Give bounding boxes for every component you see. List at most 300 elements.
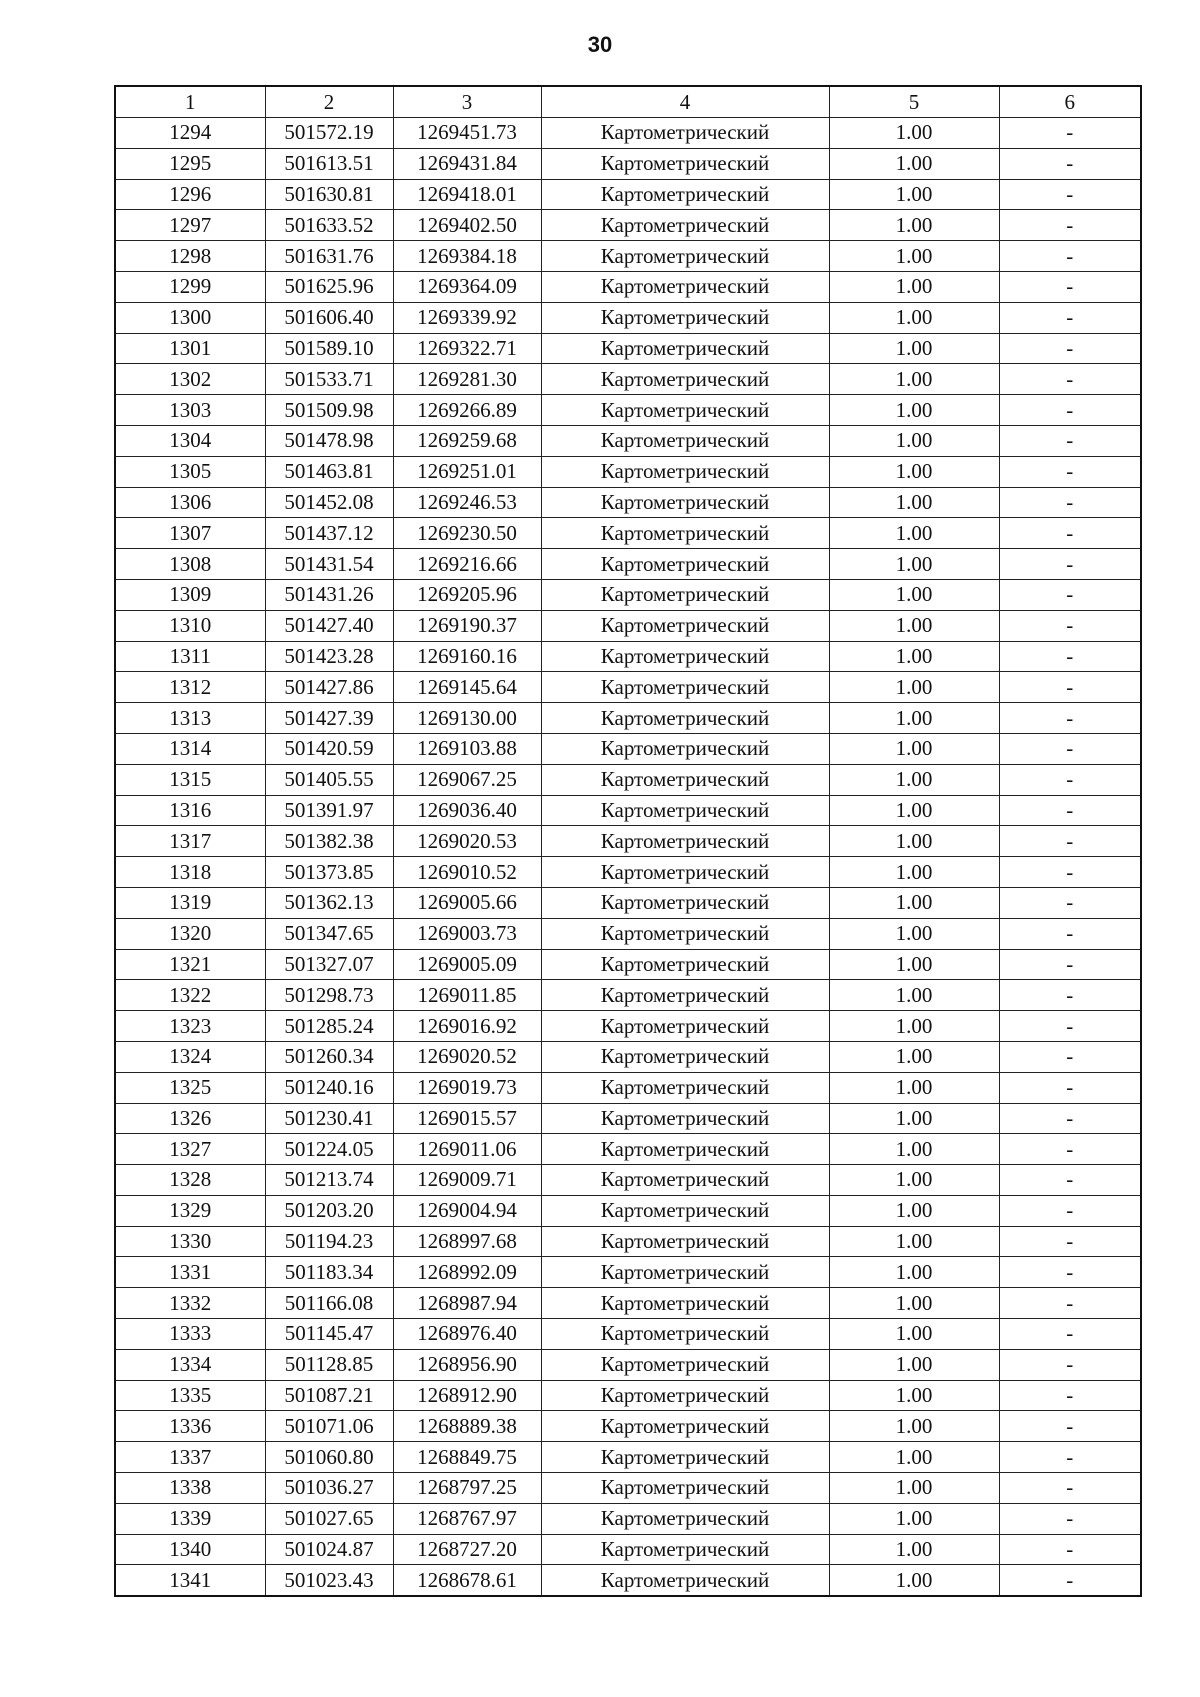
x-coordinate-cell: 501630.81 xyxy=(265,179,393,210)
description-cell: - xyxy=(999,857,1141,888)
description-cell: - xyxy=(999,425,1141,456)
accuracy-cell: 1.00 xyxy=(829,764,999,795)
x-coordinate-cell: 501463.81 xyxy=(265,456,393,487)
method-cell: Картометрический xyxy=(541,918,829,949)
y-coordinate-cell: 1268767.97 xyxy=(393,1503,541,1534)
y-coordinate-cell: 1269418.01 xyxy=(393,179,541,210)
table-row xyxy=(115,1349,1141,1380)
accuracy-cell: 1.00 xyxy=(829,395,999,426)
accuracy-cell: 1.00 xyxy=(829,271,999,302)
y-coordinate-cell: 1269259.68 xyxy=(393,425,541,456)
table-row xyxy=(115,1565,1141,1596)
x-coordinate-cell: 501194.23 xyxy=(265,1226,393,1257)
method-cell: Картометрический xyxy=(541,302,829,333)
method-cell: Картометрический xyxy=(541,1072,829,1103)
accuracy-cell: 1.00 xyxy=(829,1565,999,1596)
method-cell: Картометрический xyxy=(541,949,829,980)
accuracy-cell: 1.00 xyxy=(829,210,999,241)
table-row xyxy=(115,1195,1141,1226)
x-coordinate-cell: 501373.85 xyxy=(265,857,393,888)
description-cell: - xyxy=(999,826,1141,857)
point-number-cell: 1304 xyxy=(115,425,265,456)
method-cell: Картометрический xyxy=(541,672,829,703)
point-number-cell: 1307 xyxy=(115,518,265,549)
x-coordinate-cell: 501024.87 xyxy=(265,1534,393,1565)
method-cell: Картометрический xyxy=(541,1011,829,1042)
table-row xyxy=(115,210,1141,241)
table-row xyxy=(115,271,1141,302)
y-coordinate-cell: 1269067.25 xyxy=(393,764,541,795)
method-cell: Картометрический xyxy=(541,1534,829,1565)
x-coordinate-cell: 501213.74 xyxy=(265,1165,393,1196)
point-number-cell: 1325 xyxy=(115,1072,265,1103)
description-cell: - xyxy=(999,364,1141,395)
point-number-cell: 1308 xyxy=(115,549,265,580)
table-row xyxy=(115,302,1141,333)
accuracy-cell: 1.00 xyxy=(829,1041,999,1072)
accuracy-cell: 1.00 xyxy=(829,1195,999,1226)
description-cell: - xyxy=(999,1319,1141,1350)
description-cell: - xyxy=(999,1134,1141,1165)
y-coordinate-cell: 1268727.20 xyxy=(393,1534,541,1565)
description-cell: - xyxy=(999,1534,1141,1565)
y-coordinate-cell: 1268797.25 xyxy=(393,1473,541,1504)
x-coordinate-cell: 501224.05 xyxy=(265,1134,393,1165)
y-coordinate-cell: 1268912.90 xyxy=(393,1380,541,1411)
x-coordinate-cell: 501260.34 xyxy=(265,1041,393,1072)
accuracy-cell: 1.00 xyxy=(829,672,999,703)
column-header: 2 xyxy=(265,86,393,118)
accuracy-cell: 1.00 xyxy=(829,949,999,980)
method-cell: Картометрический xyxy=(541,1257,829,1288)
x-coordinate-cell: 501183.34 xyxy=(265,1257,393,1288)
table-row xyxy=(115,148,1141,179)
accuracy-cell: 1.00 xyxy=(829,118,999,149)
point-number-cell: 1318 xyxy=(115,857,265,888)
point-number-cell: 1335 xyxy=(115,1380,265,1411)
accuracy-cell: 1.00 xyxy=(829,487,999,518)
x-coordinate-cell: 501452.08 xyxy=(265,487,393,518)
point-number-cell: 1302 xyxy=(115,364,265,395)
accuracy-cell: 1.00 xyxy=(829,1411,999,1442)
table-row xyxy=(115,118,1141,149)
table-row xyxy=(115,333,1141,364)
point-number-cell: 1322 xyxy=(115,980,265,1011)
table-row xyxy=(115,1534,1141,1565)
column-header: 4 xyxy=(541,86,829,118)
point-number-cell: 1312 xyxy=(115,672,265,703)
y-coordinate-cell: 1269216.66 xyxy=(393,549,541,580)
accuracy-cell: 1.00 xyxy=(829,1011,999,1042)
x-coordinate-cell: 501533.71 xyxy=(265,364,393,395)
accuracy-cell: 1.00 xyxy=(829,456,999,487)
x-coordinate-cell: 501036.27 xyxy=(265,1473,393,1504)
description-cell: - xyxy=(999,703,1141,734)
accuracy-cell: 1.00 xyxy=(829,826,999,857)
x-coordinate-cell: 501128.85 xyxy=(265,1349,393,1380)
y-coordinate-cell: 1268889.38 xyxy=(393,1411,541,1442)
table-row xyxy=(115,1041,1141,1072)
point-number-cell: 1340 xyxy=(115,1534,265,1565)
y-coordinate-cell: 1269003.73 xyxy=(393,918,541,949)
y-coordinate-cell: 1269451.73 xyxy=(393,118,541,149)
x-coordinate-cell: 501391.97 xyxy=(265,795,393,826)
accuracy-cell: 1.00 xyxy=(829,302,999,333)
x-coordinate-cell: 501145.47 xyxy=(265,1319,393,1350)
accuracy-cell: 1.00 xyxy=(829,1288,999,1319)
method-cell: Картометрический xyxy=(541,364,829,395)
description-cell: - xyxy=(999,518,1141,549)
table-row xyxy=(115,487,1141,518)
x-coordinate-cell: 501589.10 xyxy=(265,333,393,364)
point-number-cell: 1341 xyxy=(115,1565,265,1596)
y-coordinate-cell: 1269246.53 xyxy=(393,487,541,518)
y-coordinate-cell: 1269020.53 xyxy=(393,826,541,857)
page-number: 30 xyxy=(587,32,613,57)
y-coordinate-cell: 1269339.92 xyxy=(393,302,541,333)
table-row xyxy=(115,241,1141,272)
x-coordinate-cell: 501437.12 xyxy=(265,518,393,549)
accuracy-cell: 1.00 xyxy=(829,1349,999,1380)
point-number-cell: 1319 xyxy=(115,887,265,918)
coordinates-table xyxy=(114,85,1142,1597)
point-number-cell: 1301 xyxy=(115,333,265,364)
accuracy-cell: 1.00 xyxy=(829,1226,999,1257)
method-cell: Картометрический xyxy=(541,456,829,487)
point-number-cell: 1327 xyxy=(115,1134,265,1165)
method-cell: Картометрический xyxy=(541,1565,829,1596)
column-header: 1 xyxy=(115,86,265,118)
y-coordinate-cell: 1269004.94 xyxy=(393,1195,541,1226)
point-number-cell: 1334 xyxy=(115,1349,265,1380)
point-number-cell: 1306 xyxy=(115,487,265,518)
description-cell: - xyxy=(999,487,1141,518)
x-coordinate-cell: 501606.40 xyxy=(265,302,393,333)
y-coordinate-cell: 1269036.40 xyxy=(393,795,541,826)
method-cell: Картометрический xyxy=(541,703,829,734)
point-number-cell: 1299 xyxy=(115,271,265,302)
x-coordinate-cell: 501071.06 xyxy=(265,1411,393,1442)
method-cell: Картометрический xyxy=(541,395,829,426)
table-row xyxy=(115,980,1141,1011)
description-cell: - xyxy=(999,764,1141,795)
x-coordinate-cell: 501203.20 xyxy=(265,1195,393,1226)
table-row xyxy=(115,456,1141,487)
y-coordinate-cell: 1269005.66 xyxy=(393,887,541,918)
table-row xyxy=(115,1226,1141,1257)
method-cell: Картометрический xyxy=(541,487,829,518)
method-cell: Картометрический xyxy=(541,1380,829,1411)
table-row xyxy=(115,857,1141,888)
accuracy-cell: 1.00 xyxy=(829,1072,999,1103)
accuracy-cell: 1.00 xyxy=(829,1103,999,1134)
x-coordinate-cell: 501613.51 xyxy=(265,148,393,179)
description-cell: - xyxy=(999,210,1141,241)
description-cell: - xyxy=(999,887,1141,918)
x-coordinate-cell: 501327.07 xyxy=(265,949,393,980)
x-coordinate-cell: 501631.76 xyxy=(265,241,393,272)
accuracy-cell: 1.00 xyxy=(829,1473,999,1504)
x-coordinate-cell: 501509.98 xyxy=(265,395,393,426)
table-row xyxy=(115,887,1141,918)
x-coordinate-cell: 501431.26 xyxy=(265,579,393,610)
y-coordinate-cell: 1269016.92 xyxy=(393,1011,541,1042)
x-coordinate-cell: 501166.08 xyxy=(265,1288,393,1319)
method-cell: Картометрический xyxy=(541,425,829,456)
y-coordinate-cell: 1268849.75 xyxy=(393,1442,541,1473)
method-cell: Картометрический xyxy=(541,579,829,610)
point-number-cell: 1330 xyxy=(115,1226,265,1257)
method-cell: Картометрический xyxy=(541,1473,829,1504)
y-coordinate-cell: 1269005.09 xyxy=(393,949,541,980)
column-header: 5 xyxy=(829,86,999,118)
method-cell: Картометрический xyxy=(541,1349,829,1380)
method-cell: Картометрический xyxy=(541,148,829,179)
method-cell: Картометрический xyxy=(541,826,829,857)
method-cell: Картометрический xyxy=(541,857,829,888)
table-row xyxy=(115,1165,1141,1196)
point-number-cell: 1317 xyxy=(115,826,265,857)
description-cell: - xyxy=(999,610,1141,641)
accuracy-cell: 1.00 xyxy=(829,918,999,949)
accuracy-cell: 1.00 xyxy=(829,980,999,1011)
method-cell: Картометрический xyxy=(541,1134,829,1165)
method-cell: Картометрический xyxy=(541,1103,829,1134)
x-coordinate-cell: 501625.96 xyxy=(265,271,393,302)
y-coordinate-cell: 1269266.89 xyxy=(393,395,541,426)
method-cell: Картометрический xyxy=(541,887,829,918)
accuracy-cell: 1.00 xyxy=(829,1534,999,1565)
description-cell: - xyxy=(999,1503,1141,1534)
x-coordinate-cell: 501572.19 xyxy=(265,118,393,149)
point-number-cell: 1333 xyxy=(115,1319,265,1350)
description-cell: - xyxy=(999,1011,1141,1042)
y-coordinate-cell: 1269364.09 xyxy=(393,271,541,302)
table-row xyxy=(115,1072,1141,1103)
column-header: 3 xyxy=(393,86,541,118)
table-row xyxy=(115,610,1141,641)
table-row xyxy=(115,1011,1141,1042)
x-coordinate-cell: 501347.65 xyxy=(265,918,393,949)
description-cell: - xyxy=(999,579,1141,610)
table-row xyxy=(115,1503,1141,1534)
x-coordinate-cell: 501427.40 xyxy=(265,610,393,641)
x-coordinate-cell: 501382.38 xyxy=(265,826,393,857)
point-number-cell: 1321 xyxy=(115,949,265,980)
y-coordinate-cell: 1269130.00 xyxy=(393,703,541,734)
table-row xyxy=(115,1257,1141,1288)
method-cell: Картометрический xyxy=(541,518,829,549)
point-number-cell: 1316 xyxy=(115,795,265,826)
point-number-cell: 1309 xyxy=(115,579,265,610)
description-cell: - xyxy=(999,1257,1141,1288)
point-number-cell: 1294 xyxy=(115,118,265,149)
accuracy-cell: 1.00 xyxy=(829,425,999,456)
accuracy-cell: 1.00 xyxy=(829,1380,999,1411)
x-coordinate-cell: 501633.52 xyxy=(265,210,393,241)
y-coordinate-cell: 1269251.01 xyxy=(393,456,541,487)
x-coordinate-cell: 501478.98 xyxy=(265,425,393,456)
description-cell: - xyxy=(999,980,1141,1011)
table-body xyxy=(115,118,1141,1597)
y-coordinate-cell: 1269011.85 xyxy=(393,980,541,1011)
description-cell: - xyxy=(999,395,1141,426)
description-cell: - xyxy=(999,1072,1141,1103)
table-row xyxy=(115,949,1141,980)
y-coordinate-cell: 1269402.50 xyxy=(393,210,541,241)
method-cell: Картометрический xyxy=(541,795,829,826)
accuracy-cell: 1.00 xyxy=(829,364,999,395)
y-coordinate-cell: 1268992.09 xyxy=(393,1257,541,1288)
x-coordinate-cell: 501087.21 xyxy=(265,1380,393,1411)
x-coordinate-cell: 501230.41 xyxy=(265,1103,393,1134)
table-row xyxy=(115,918,1141,949)
accuracy-cell: 1.00 xyxy=(829,887,999,918)
description-cell: - xyxy=(999,1195,1141,1226)
x-coordinate-cell: 501423.28 xyxy=(265,641,393,672)
table-row xyxy=(115,703,1141,734)
description-cell: - xyxy=(999,241,1141,272)
accuracy-cell: 1.00 xyxy=(829,148,999,179)
description-cell: - xyxy=(999,1226,1141,1257)
method-cell: Картометрический xyxy=(541,241,829,272)
x-coordinate-cell: 501420.59 xyxy=(265,733,393,764)
x-coordinate-cell: 501285.24 xyxy=(265,1011,393,1042)
table-row xyxy=(115,1473,1141,1504)
description-cell: - xyxy=(999,641,1141,672)
table-row xyxy=(115,579,1141,610)
table-row xyxy=(115,1103,1141,1134)
accuracy-cell: 1.00 xyxy=(829,1442,999,1473)
method-cell: Картометрический xyxy=(541,641,829,672)
description-cell: - xyxy=(999,333,1141,364)
table-row xyxy=(115,425,1141,456)
description-cell: - xyxy=(999,1473,1141,1504)
y-coordinate-cell: 1268678.61 xyxy=(393,1565,541,1596)
method-cell: Картометрический xyxy=(541,610,829,641)
y-coordinate-cell: 1269190.37 xyxy=(393,610,541,641)
method-cell: Картометрический xyxy=(541,1226,829,1257)
description-cell: - xyxy=(999,148,1141,179)
point-number-cell: 1338 xyxy=(115,1473,265,1504)
accuracy-cell: 1.00 xyxy=(829,1503,999,1534)
point-number-cell: 1296 xyxy=(115,179,265,210)
y-coordinate-cell: 1269019.73 xyxy=(393,1072,541,1103)
y-coordinate-cell: 1269431.84 xyxy=(393,148,541,179)
point-number-cell: 1329 xyxy=(115,1195,265,1226)
description-cell: - xyxy=(999,1380,1141,1411)
accuracy-cell: 1.00 xyxy=(829,179,999,210)
table-row xyxy=(115,795,1141,826)
y-coordinate-cell: 1268976.40 xyxy=(393,1319,541,1350)
description-cell: - xyxy=(999,1288,1141,1319)
method-cell: Картометрический xyxy=(541,1041,829,1072)
description-cell: - xyxy=(999,1041,1141,1072)
y-coordinate-cell: 1268997.68 xyxy=(393,1226,541,1257)
point-number-cell: 1303 xyxy=(115,395,265,426)
x-coordinate-cell: 501405.55 xyxy=(265,764,393,795)
point-number-cell: 1320 xyxy=(115,918,265,949)
description-cell: - xyxy=(999,118,1141,149)
point-number-cell: 1336 xyxy=(115,1411,265,1442)
accuracy-cell: 1.00 xyxy=(829,1165,999,1196)
y-coordinate-cell: 1269281.30 xyxy=(393,364,541,395)
y-coordinate-cell: 1269103.88 xyxy=(393,733,541,764)
accuracy-cell: 1.00 xyxy=(829,795,999,826)
x-coordinate-cell: 501060.80 xyxy=(265,1442,393,1473)
y-coordinate-cell: 1269160.16 xyxy=(393,641,541,672)
accuracy-cell: 1.00 xyxy=(829,610,999,641)
point-number-cell: 1331 xyxy=(115,1257,265,1288)
y-coordinate-cell: 1269145.64 xyxy=(393,672,541,703)
description-cell: - xyxy=(999,918,1141,949)
point-number-cell: 1295 xyxy=(115,148,265,179)
y-coordinate-cell: 1268987.94 xyxy=(393,1288,541,1319)
y-coordinate-cell: 1269020.52 xyxy=(393,1041,541,1072)
point-number-cell: 1328 xyxy=(115,1165,265,1196)
accuracy-cell: 1.00 xyxy=(829,857,999,888)
method-cell: Картометрический xyxy=(541,1411,829,1442)
point-number-cell: 1315 xyxy=(115,764,265,795)
table-header-row xyxy=(115,86,1141,118)
table-row xyxy=(115,179,1141,210)
table-row xyxy=(115,1411,1141,1442)
accuracy-cell: 1.00 xyxy=(829,1134,999,1165)
method-cell: Картометрический xyxy=(541,333,829,364)
method-cell: Картометрический xyxy=(541,210,829,241)
description-cell: - xyxy=(999,1565,1141,1596)
point-number-cell: 1324 xyxy=(115,1041,265,1072)
point-number-cell: 1300 xyxy=(115,302,265,333)
accuracy-cell: 1.00 xyxy=(829,518,999,549)
method-cell: Картометрический xyxy=(541,549,829,580)
method-cell: Картометрический xyxy=(541,1319,829,1350)
x-coordinate-cell: 501427.39 xyxy=(265,703,393,734)
point-number-cell: 1298 xyxy=(115,241,265,272)
method-cell: Картометрический xyxy=(541,764,829,795)
method-cell: Картометрический xyxy=(541,1503,829,1534)
description-cell: - xyxy=(999,456,1141,487)
method-cell: Картометрический xyxy=(541,733,829,764)
table-row xyxy=(115,641,1141,672)
table-row xyxy=(115,733,1141,764)
description-cell: - xyxy=(999,1103,1141,1134)
method-cell: Картометрический xyxy=(541,271,829,302)
point-number-cell: 1339 xyxy=(115,1503,265,1534)
point-number-cell: 1323 xyxy=(115,1011,265,1042)
x-coordinate-cell: 501027.65 xyxy=(265,1503,393,1534)
accuracy-cell: 1.00 xyxy=(829,733,999,764)
description-cell: - xyxy=(999,1411,1141,1442)
y-coordinate-cell: 1269015.57 xyxy=(393,1103,541,1134)
method-cell: Картометрический xyxy=(541,1442,829,1473)
y-coordinate-cell: 1269009.71 xyxy=(393,1165,541,1196)
point-number-cell: 1310 xyxy=(115,610,265,641)
table-row xyxy=(115,764,1141,795)
y-coordinate-cell: 1269205.96 xyxy=(393,579,541,610)
accuracy-cell: 1.00 xyxy=(829,1319,999,1350)
description-cell: - xyxy=(999,795,1141,826)
x-coordinate-cell: 501427.86 xyxy=(265,672,393,703)
x-coordinate-cell: 501362.13 xyxy=(265,887,393,918)
method-cell: Картометрический xyxy=(541,179,829,210)
accuracy-cell: 1.00 xyxy=(829,333,999,364)
table-row xyxy=(115,672,1141,703)
description-cell: - xyxy=(999,179,1141,210)
method-cell: Картометрический xyxy=(541,980,829,1011)
accuracy-cell: 1.00 xyxy=(829,641,999,672)
table-row xyxy=(115,1319,1141,1350)
